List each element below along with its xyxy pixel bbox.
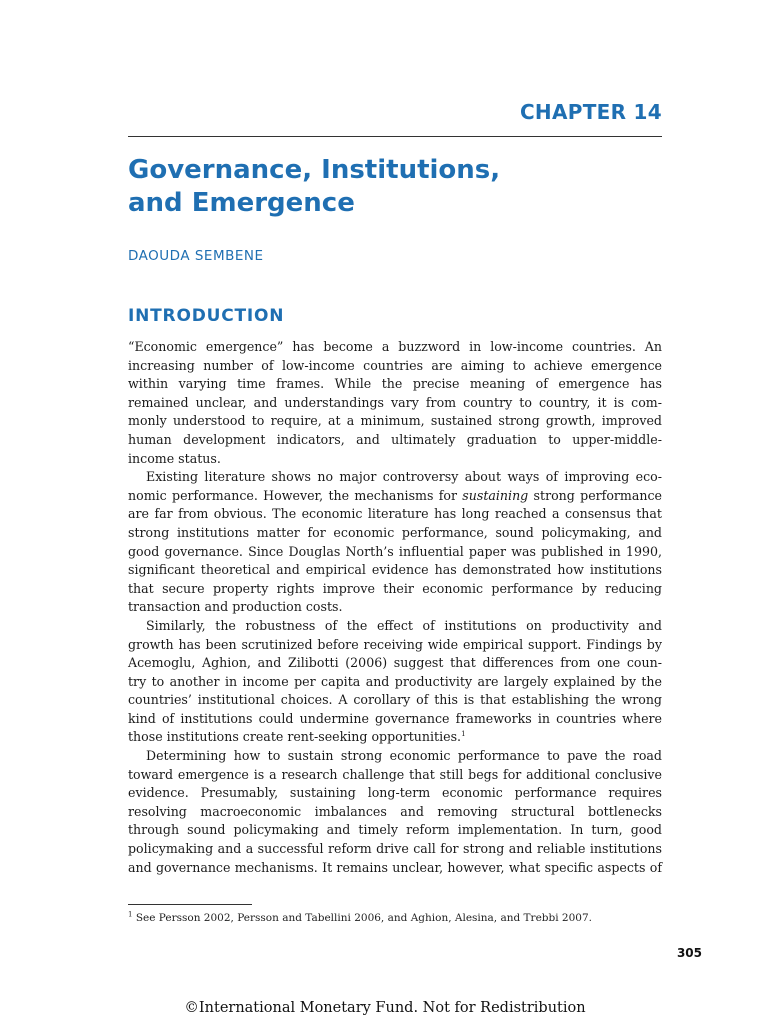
text-line: and governance mechanisms. It remains unclear, however, what specific aspects of [128, 859, 662, 875]
text-line: kind of institutions could undermine governance frameworks in countries where [128, 710, 662, 726]
text-fragment: nomic performance. However, the mechanisms for [128, 487, 463, 503]
chapter-label: CHAPTER 14 [519, 100, 662, 124]
text-line: policymaking and a successful reform drive call for strong and reliable institutions [128, 841, 662, 857]
text-line: growth has been scrutinized before receiving wide empirical support. Findings by [128, 636, 662, 652]
chapter-title-line-2: and Emergence [128, 188, 355, 218]
text-line: countries’ institutional choices. A corollary of this is that establishing the wrong [128, 692, 662, 708]
chapter-title [128, 154, 668, 220]
text-line: resolving macroeconomic imbalances and removing structural bottlenecks [128, 803, 662, 819]
text-line: “Economic emergence” has become a buzzword in low-income countries. An [128, 339, 662, 354]
text-line [128, 728, 662, 747]
text-line: try to another in income per capita and productivity are largely explained by the [128, 673, 662, 689]
text-line: strong institutions matter for economic performance, sound policymaking, and [128, 524, 662, 540]
text-line: significant theoretical and empirical evidence has demonstrated how institutions [128, 562, 662, 578]
footnote-divider [128, 904, 252, 905]
chapter-divider [128, 136, 662, 137]
text-line: through sound policymaking and timely reform implementation. In turn, good [128, 822, 662, 838]
text-line: Acemoglu, Aghion, and Zilibotti (2006) suggest that differences from one coun- [128, 655, 662, 671]
author-name: DAOUDA SEMBENE [128, 248, 264, 264]
text-line: human development indicators, and ultimately graduation to upper-middle- [128, 431, 662, 447]
text-fragment: strong performance [528, 487, 662, 503]
text-line: within varying time frames. While the precise meaning of emergence has [128, 376, 662, 392]
body-text [128, 338, 662, 877]
page-number: 305 [676, 946, 702, 960]
text-line: income status. [128, 450, 221, 466]
footnote-marker: 1 [128, 910, 133, 919]
section-heading: INTRODUCTION [128, 306, 285, 326]
text-line: good governance. Since Douglas North’s influential paper was published in 1990, [128, 543, 662, 559]
copyright-notice: ©International Monetary Fund. Not for Redistribution [184, 1000, 586, 1016]
text-line: that secure property rights improve their economic performance by reducing [128, 580, 662, 596]
chapter-title-line-1: Governance, Institutions, [128, 155, 501, 185]
text-line: toward emergence is a research challenge that still begs for additional conclusive [128, 766, 662, 782]
text-line: Similarly, the robustness of the effect of institutions on productivity and [146, 617, 662, 633]
text-line: remained unclear, and understandings vary from country to country, it is com- [128, 394, 662, 410]
footnote-reference[interactable]: 1 [461, 730, 466, 739]
text-line: evidence. Presumably, sustaining long-term economic performance requires [128, 785, 662, 801]
text-line: Existing literature shows no major controversy about ways of improving eco- [146, 469, 662, 485]
text-line: increasing number of low-income countries are aiming to achieve emergence [128, 357, 662, 373]
text-line [128, 487, 662, 506]
emphasis-text: sustaining [462, 487, 529, 503]
text-line: transaction and production costs. [128, 599, 343, 615]
footnote [128, 912, 592, 924]
text-line: monly understood to require, at a minimum, sustained strong growth, improved [128, 413, 662, 429]
text-line: Determining how to sustain strong economic performance to pave the road [146, 748, 662, 764]
footnote-text: See Persson 2002, Persson and Tabellini 2006, and Aghion, Alesina, and Trebbi 2007. [135, 912, 592, 924]
text-fragment: those institutions create rent-seeking opportunities. [128, 729, 462, 745]
text-line: are far from obvious. The economic literature has long reached a consensus that [128, 506, 662, 522]
